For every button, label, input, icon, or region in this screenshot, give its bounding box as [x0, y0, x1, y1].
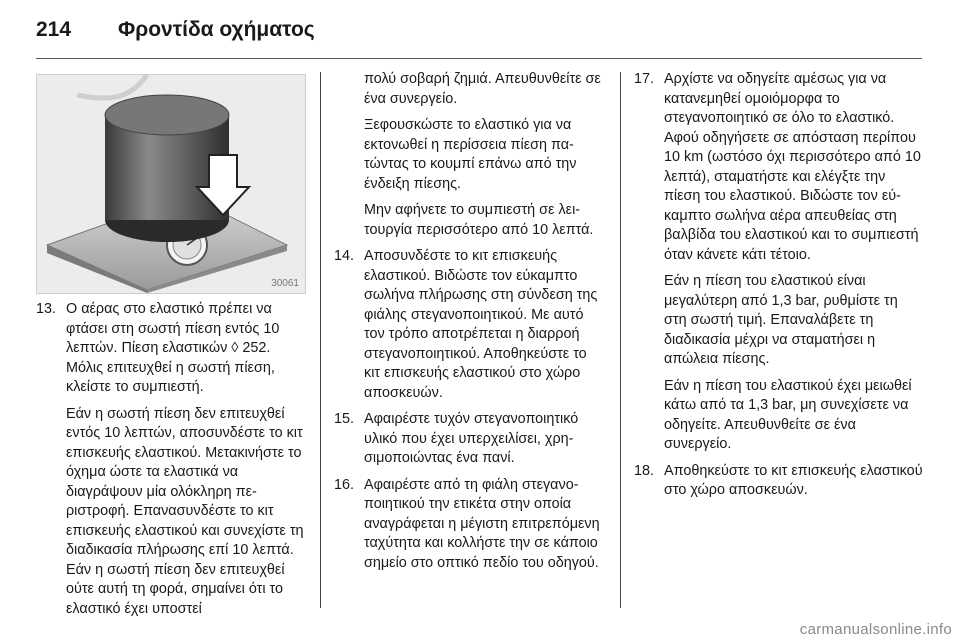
watermark: carmanualsonline.info — [799, 621, 952, 638]
step-text: Εάν η σωστή πίεση δεν επιτευχθεί εντός 10 λεπτών, αποσυνδέστε το κιτ επισκευής ελαστικού. Μετακινήστε το όχημα ώστε τα ελαστικά να διαγράψουν μία ολόκληρη περιστροφή. Επανασυνδέστε το κιτ επισκευής ελαστικού και συνεχίστε τη διαδικασία πλήρωσης επί 10 λεπτά. Εάν η σωστή πίεση δεν επιτευχθεί ούτε αυτή τη φορά, σημαίνει ότι το ελαστικό έχει υποστεί — [66, 405, 304, 617]
header-rule — [36, 58, 922, 59]
column-divider — [320, 72, 321, 608]
step-number: 14. — [334, 248, 355, 264]
step-text: Αποσυνδέστε το κιτ επισκευής ελαστικού. Βιδώστε τον εύκαμπτο σωλήνα πλήρωσης στη σύνδεση της φιάλης στεγανοποιητικού. Με αυτό τον τρόπο αποτρέπεται η διαρροή στεγανοποιητικού. Αποθηκεύστε το κιτ επισκευής ελαστικού στο χώρο αποσκευών. — [364, 248, 598, 401]
step-number: 16. — [334, 476, 355, 493]
step-number: 15. — [334, 411, 355, 427]
step-text: Αποθηκεύστε το κιτ επισκευής ελαστικού στο χώρο αποσκευών. — [664, 462, 923, 498]
step-text: Ο αέρας στο ελαστικό πρέπει να φτάσει στη σωστή πίεση εντός 10 λεπτών. Πίεση ελαστικών ◊ 252. Μόλις επιτευχθεί η σωστή πίεση, κλείστε το συμπιεστή. — [66, 301, 280, 395]
step-number: 17. — [634, 71, 655, 87]
step-text: Αρχίστε να οδηγείτε αμέσως για να κατανεμηθεί ομοιόμορφα το στεγανοποιητικό σε όλο το ελαστικό. Αφού οδηγήσετε σε απόσταση περίπου 10 km (ωστόσο όχι περισσότερο από 10 λεπτά), σταματήστε και ελέγξτε την πίεση του ελαστικού. Βιδώστε τον εύκαμπτο σωλήνα αέρα απευθείας στη βαλβίδα του ελαστικού και το συμπιεστή όταν κάνετε κάτι τέτοιο. — [664, 71, 921, 263]
list-item — [634, 70, 924, 455]
list-item — [634, 462, 924, 501]
step-number: 13. — [36, 301, 57, 317]
step-text: Εάν η πίεση του ελαστικού είναι μεγαλύτερη από 1,3 bar, ρυθμίστε τη στη σωστή τιμή. Επαναλάβετε τη διαδικασία μέχρι να σταματήσει η απώλεια πίεσης. — [664, 273, 898, 367]
step-text: Αφαιρέστε τυχόν στεγανοποιητικό υλικό που έχει υπερχειλίσει, χρησιμοποιώντας ένα πανί. — [364, 411, 579, 466]
page-number: 214 — [36, 18, 72, 41]
tire-repair-kit-icon — [37, 75, 305, 293]
column-2 — [334, 70, 606, 580]
column-3 — [634, 70, 924, 508]
compressor-illustration — [36, 74, 306, 294]
step-text: Αφαιρέστε από τη φιάλη στεγανοποιητικού την ετικέτα στην οποία αναγράφεται η μέγιστη επιτρεπόμενη ταχύτητα και κολλήστε την σε κάποιο σημείο στο οπτικό πεδίο του οδηγού. — [364, 476, 600, 571]
list-item — [334, 410, 606, 469]
list-item — [36, 300, 306, 619]
page-header — [36, 18, 315, 48]
step-text: Ξεφουσκώστε το ελαστικό για να εκτονωθεί η περίσσεια πίεση πατώντας το κουμπί επάνω από την ένδειξη πίεσης. — [364, 117, 577, 192]
column-divider — [620, 72, 621, 608]
step-text: Εάν η πίεση του ελαστικού έχει μειωθεί κάτω από τα 1,3 bar, μη συνεχίσετε να οδηγείτε. Απευθυνθείτε σε ένα συνεργείο. — [664, 377, 912, 452]
column-1 — [36, 300, 306, 626]
step-text: πολύ σοβαρή ζημιά. Απευθυνθείτε σε ένα συνεργείο. — [364, 71, 601, 107]
step-text: Μην αφήνετε το συμπιεστή σε λειτουργία περισσότερο από 10 λεπτά. — [364, 202, 594, 238]
list-item — [334, 476, 606, 574]
list-item — [334, 247, 606, 403]
step-number: 18. — [634, 462, 655, 479]
page-title: Φροντίδα οχήματος — [118, 18, 315, 41]
figure-code: 30061 — [271, 278, 299, 289]
